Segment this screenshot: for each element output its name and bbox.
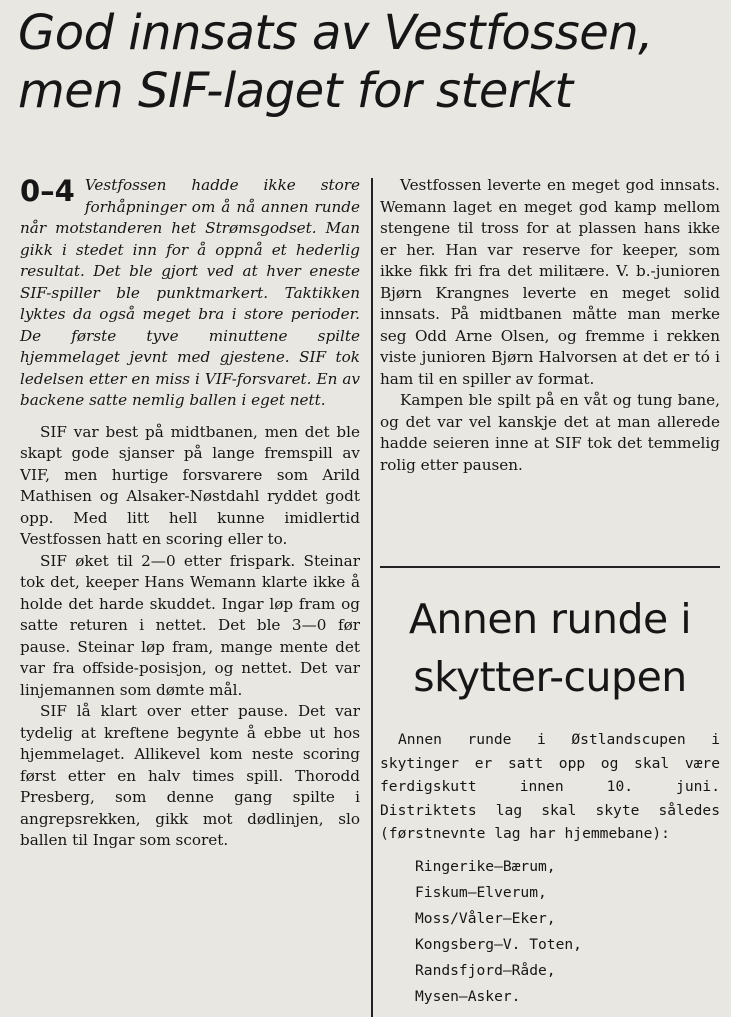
match-score: 0–4 (20, 174, 75, 208)
headline-line-2: men SIF-laget for sterkt (18, 63, 573, 119)
section-divider (380, 566, 720, 568)
list-item: Ringerike—Bærum, (415, 857, 556, 875)
article-column-left (20, 175, 360, 852)
cup-headline (380, 590, 720, 706)
lead-text: Vestfossen hadde ikke store forhåpninger om å nå annen runde når motstanderen het Strømsgodset. Man gikk i stedet inn for å oppnå et hederlig resultat. Det ble gjort ved at hver eneste SIF-spiller ble punktmarkert. Taktikken lyktes da også meget bra i store perioder. De første tyve minuttene spilte hjemmelaget jevnt med gjestene. SIF tok ledelsen etter en miss i VIF-forsvaret. En av backene satte nemlig ballen i eget nett. (20, 176, 360, 409)
article-column-right (380, 175, 720, 476)
cup-headline-line-1: Annen runde i (408, 595, 692, 643)
list-item: Mysen—Asker. (415, 987, 521, 1005)
article-lead (20, 175, 360, 412)
article-paragraph: SIF var best på midtbanen, men det ble skapt gode sjanser på lange fremspill av VIF, men hurtige forsvarere som Arild Mathisen og Alsaker-Nøstdahl ryddet godt opp. Med litt hell kunne imidlertid Vestfossen hatt en scoring eller to. (20, 422, 360, 548)
match-list (380, 854, 720, 1010)
article-paragraph (20, 701, 360, 852)
article-paragraph: SIF øket til 2—0 etter frispark. Steinar tok det, keeper Hans Wemann klarte ikke å holde det harde skuddet. Ingar løp fram og satte returen i nettet. Det ble 3—0 før pause. Steinar løp fram, mange mente det var fra offside-posisjon, og nettet. Det var linjemannen som dømte mål. (20, 551, 360, 699)
article-paragraph: Vestfossen leverte en meget god innsats. Wemann laget en meget god kamp mellom stengene til tross for at plassen hans ikke er her. Han var reserve for keeper, som ikke fikk fri fra det militære. V. b.-junioren Bjørn Krangnes leverte en meget solid innsats. På midtbanen måtte man merke seg Odd Arne Olsen, og fremme i rekken viste junioren Bjørn Halvorsen at det er tó i ham til en spiller av format. (380, 176, 720, 388)
article-paragraph: Kampen ble spilt på en våt og tung bane, og det var vel kanskje det at man allerede hadde seieren inne at SIF tok det temmelig rolig etter pausen. (380, 391, 720, 474)
paragraph-split-text: SIF lå klart over etter pause. Det var tydelig at kreftene begynte å ebbe ut hos hjemmelaget. Allikevel kom neste scoring først etter en halv times spill. Thorodd Presberg, som denne gang spilte i angrepsrekken, gikk mot dødlinjen, slo ballen til Ingar som scoret. (20, 702, 360, 849)
cup-article (380, 728, 720, 1010)
cup-headline-line-2: skytter-cupen (413, 653, 687, 701)
list-item: Randsfjord—Råde, (415, 961, 556, 979)
column-divider (371, 178, 373, 1017)
headline-line-1: God innsats av Vestfossen, (18, 5, 653, 61)
article-headline (18, 4, 724, 120)
list-item: Fiskum—Elverum, (415, 883, 547, 901)
cup-paragraph: Annen runde i Østlandscupen i skytinger er satt opp og skal være ferdigskutt innen 10. juni. Distriktets lag skal skyte således (førstnevnte lag har hjemmebane): (380, 731, 720, 842)
list-item: Kongsberg—V. Toten, (415, 935, 582, 953)
list-item: Moss/Våler—Eker, (415, 909, 556, 927)
